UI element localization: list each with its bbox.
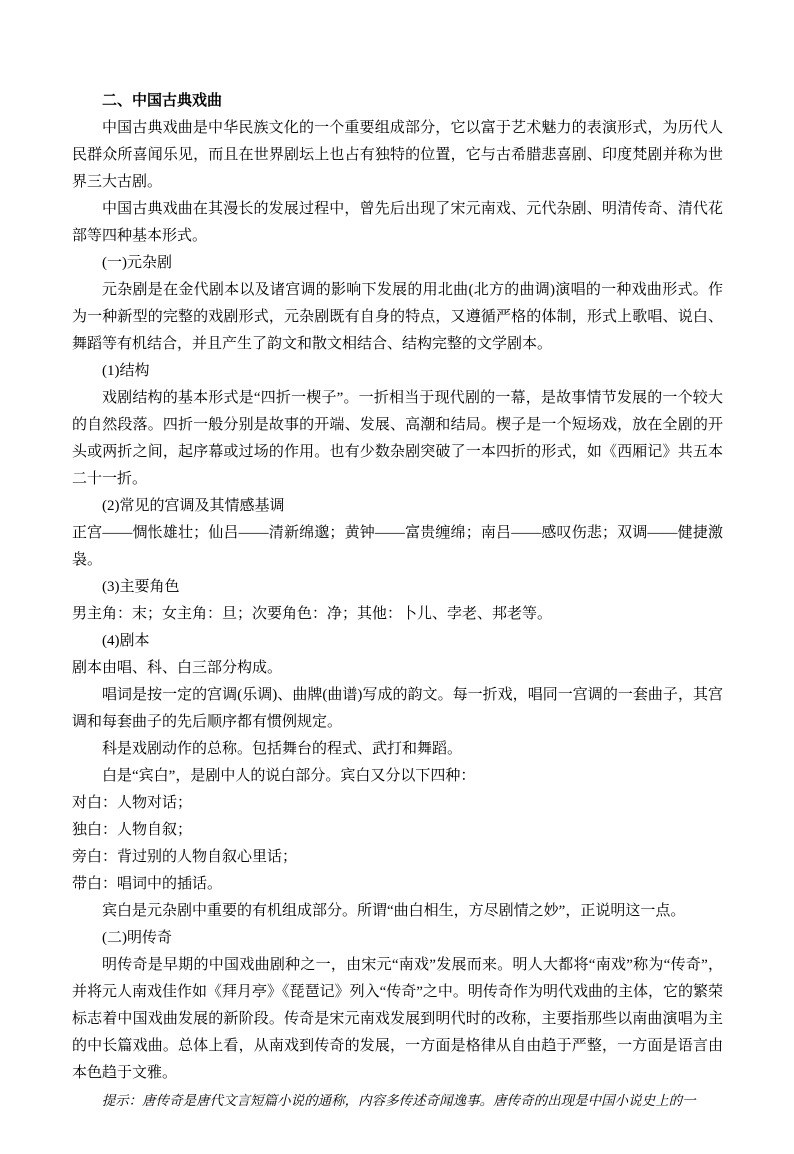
paragraph: 男主角：末；女主角：旦；次要角色：净；其他：卜儿、孛老、邦老等。: [72, 606, 553, 622]
paragraph: 科是戏剧动作的总称。包括舞台的程式、武打和舞蹈。: [102, 741, 463, 757]
paragraph: 剧本由唱、科、白三部分构成。: [72, 660, 283, 676]
paragraph: 正宫——惆怅雄壮；仙吕——清新绵邈；黄钟——富贵缠绵；南吕——感叹伤悲；双调——健捷激袅。: [72, 525, 723, 568]
subsection-heading-yuan-zaju: (一)元杂剧: [102, 255, 172, 271]
list-item: 独白：人物自叙；: [72, 822, 193, 838]
list-heading-roles: (3)主要角色: [102, 579, 180, 595]
list-item: 带白：唱词中的插话。: [72, 876, 223, 892]
subsection-heading-ming-chuanqi: (二)明传奇: [102, 930, 172, 946]
paragraph: 中国古典戏曲是中华民族文化的一个重要组成部分，它以富于艺术魅力的表演形式，为历代人民群众所喜闻乐见，而且在世界剧坛上也占有独特的位置，它与古希腊悲喜剧、印度梵剧并称为世界三大古剧。: [72, 120, 723, 190]
list-item: 旁白：背过别的人物自叙心里话；: [72, 849, 298, 865]
paragraph: 戏剧结构的基本形式是“四折一楔子”。一折相当于现代剧的一幕，是故事情节发展的一个较大的自然段落。四折一般分别是故事的开端、发展、高潮和结局。楔子是一个短场戏，放在全剧的开头或两折之间，起序幕或过场的作用。也有少数杂剧突破了一本四折的形式，如《西厢记》共五本二十一折。: [72, 390, 723, 487]
section-heading: 二、中国古典戏曲: [102, 93, 223, 109]
list-heading-gongdiao: (2)常见的宫调及其情感基调: [102, 498, 285, 514]
list-heading-script: (4)剧本: [102, 633, 150, 649]
list-item: 对白：人物对话；: [72, 795, 193, 811]
paragraph: 宾白是元杂剧中重要的有机组成部分。所谓“曲白相生，方尽剧情之妙”，正说明这一点。: [102, 903, 686, 919]
paragraph: 中国古典戏曲在其漫长的发展过程中，曾先后出现了宋元南戏、元代杂剧、明清传奇、清代花部等四种基本形式。: [72, 201, 723, 244]
paragraph: 唱词是按一定的宫调(乐调)、曲牌(曲谱)写成的韵文。每一折戏，唱同一宫调的一套曲子，其宫调和每套曲子的先后顺序都有惯例规定。: [72, 687, 723, 730]
paragraph: 白是“宾白”，是剧中人的说白部分。宾白又分以下四种：: [102, 768, 476, 784]
list-heading-structure: (1)结构: [102, 363, 150, 379]
hint-note: 提示：唐传奇是唐代文言短篇小说的通称，内容多传述奇闻逸事。唐传奇的出现是中国小说史上的一: [101, 1093, 696, 1108]
paragraph: 明传奇是早期的中国戏曲剧种之一，由宋元“南戏”发展而来。明人大都将“南戏”称为“传奇”，并将元人南戏佳作如《拜月亭》《琵琶记》列入“传奇”之中。明传奇作为明代戏曲的主体，它的繁荣标志着中国戏曲发展的新阶段。传奇是宋元南戏发展到明代时的改称，主要指那些以南曲演唱为主的中长篇戏曲。总体上看，从南戏到传奇的发展，一方面是格律从自由趋于严整，一方面是语言由本色趋于文雅。: [72, 957, 723, 1081]
paragraph: 元杂剧是在金代剧本以及诸宫调的影响下发展的用北曲(北方的曲调)演唱的一种戏曲形式。作为一种新型的完整的戏剧形式，元杂剧既有自身的特点，又遵循严格的体制，形式上歌唱、说白、舞蹈等有机结合，并且产生了韵文和散文相结合、结构完整的文学剧本。: [72, 282, 723, 352]
